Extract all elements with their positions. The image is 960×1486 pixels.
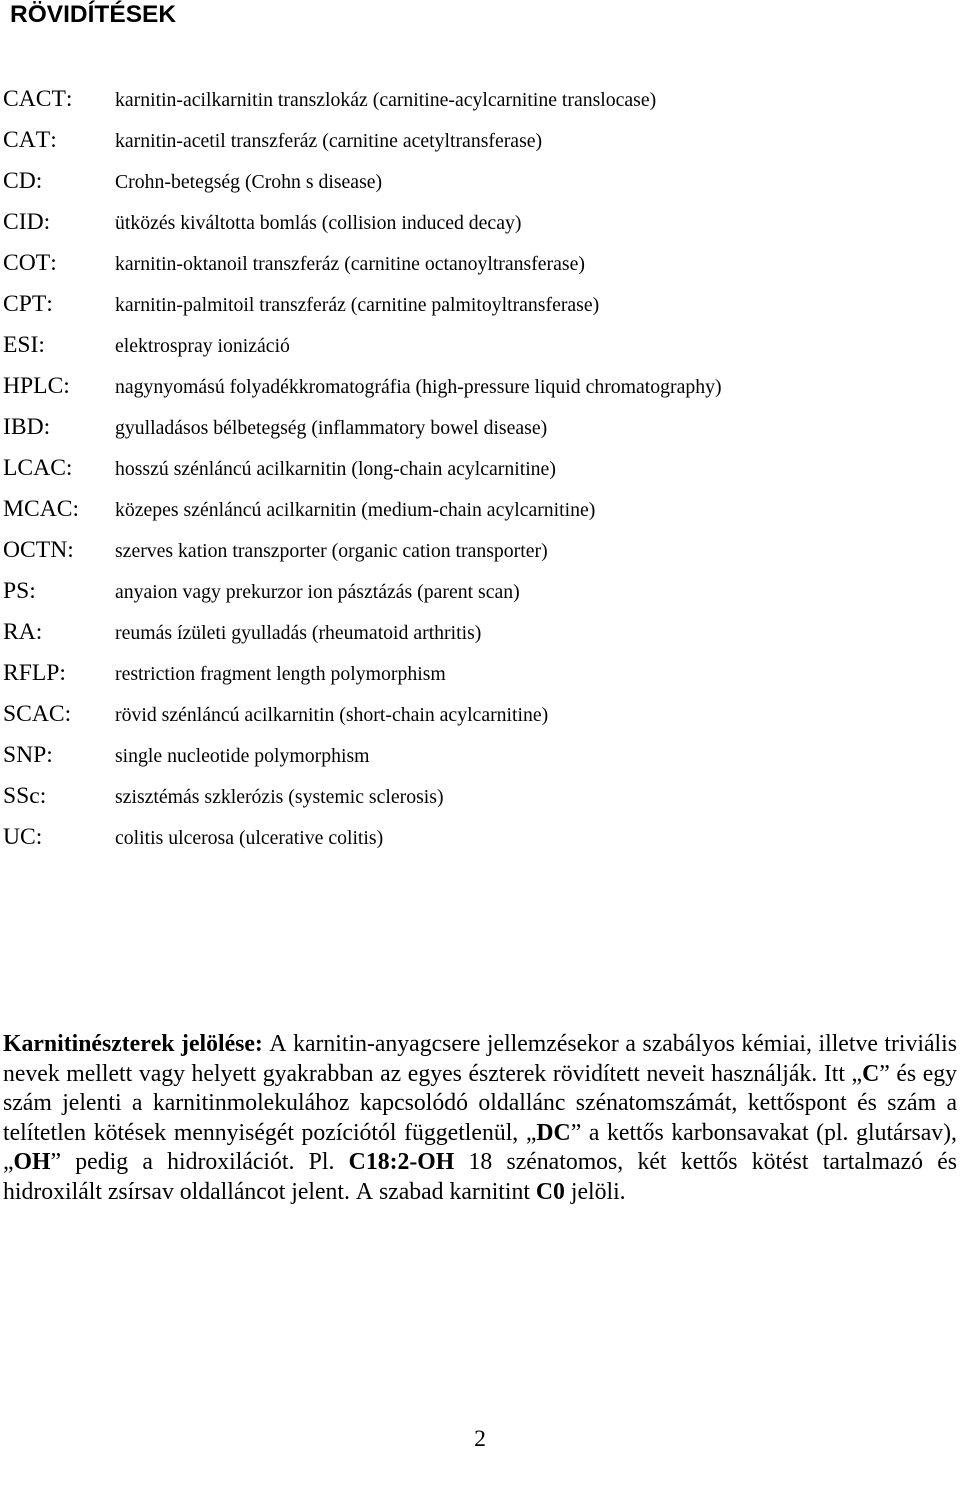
abbreviation-term: SNP: xyxy=(3,742,53,768)
abbreviation-term: CID: xyxy=(3,209,51,235)
abbreviation-term: CPT: xyxy=(3,291,53,317)
abbreviation-row xyxy=(3,571,953,612)
abbreviation-row xyxy=(3,366,953,407)
abbreviation-definition: anyaion vagy prekurzor ion pásztázás (parent scan) xyxy=(115,581,520,603)
paragraph-text-segment: ” a kettős karbonsavakat (pl. glutársav), „ xyxy=(3,1119,957,1176)
abbreviation-definition: karnitin-acilkarnitin transzlokáz (carnitine-acylcarnitine translocase) xyxy=(115,89,657,111)
abbreviation-row xyxy=(3,817,953,858)
abbreviation-row xyxy=(3,612,953,653)
abbreviation-term: OCTN: xyxy=(3,537,74,563)
page-title: RÖVIDÍTÉSEK xyxy=(10,1,177,28)
abbreviation-term: IBD: xyxy=(3,414,51,440)
notation-code: C18:2-OH xyxy=(348,1149,455,1176)
abbreviation-term: RA: xyxy=(3,619,43,645)
abbreviation-row xyxy=(3,776,953,817)
abbreviation-definition: karnitin-palmitoil transzferáz (carnitine palmitoyltransferase) xyxy=(115,294,600,316)
abbreviation-row xyxy=(3,407,953,448)
carnitine-ester-notation-paragraph xyxy=(3,1030,957,1208)
abbreviation-term: CD: xyxy=(3,168,43,194)
abbreviation-definition: közepes szénláncú acilkarnitin (medium-chain acylcarnitine) xyxy=(115,499,596,521)
abbreviation-definition: hosszú szénláncú acilkarnitin (long-chain acylcarnitine) xyxy=(115,458,556,480)
abbreviation-definition: szerves kation transzporter (organic cation transporter) xyxy=(115,540,548,562)
abbreviation-definition: nagynyomású folyadékkromatográfia (high-pressure liquid chromatography) xyxy=(115,376,722,398)
abbreviation-term: UC: xyxy=(3,824,43,850)
abbreviation-definition: reumás ízületi gyulladás (rheumatoid arthritis) xyxy=(115,622,482,644)
abbreviation-row xyxy=(3,161,953,202)
abbreviation-term: RFLP: xyxy=(3,660,66,686)
abbreviation-term: LCAC: xyxy=(3,455,73,481)
abbreviation-row xyxy=(3,653,953,694)
abbreviation-definition: restriction fragment length polymorphism xyxy=(115,663,446,685)
abbreviation-definition: rövid szénláncú acilkarnitin (short-chain acylcarnitine) xyxy=(115,704,549,726)
abbreviation-definition: elektrospray ionizáció xyxy=(115,335,290,357)
notation-code: OH xyxy=(13,1149,51,1176)
abbreviation-row xyxy=(3,284,953,325)
abbreviation-row xyxy=(3,694,953,735)
paragraph-heading: Karnitinészterek jelölése: xyxy=(3,1031,263,1057)
abbreviation-definition: Crohn-betegség (Crohn s disease) xyxy=(115,171,383,193)
abbreviation-definition: szisztémás szklerózis (systemic sclerosis) xyxy=(115,786,444,808)
notation-code: DC xyxy=(536,1119,571,1146)
abbreviation-term: SSc: xyxy=(3,783,47,809)
abbreviation-definition: karnitin-acetil transzferáz (carnitine acetyltransferase) xyxy=(115,130,543,152)
paragraph-text-segment: ” pedig a hidroxilációt. Pl. xyxy=(50,1149,349,1176)
paragraph-text-segment: 18 szénatomos, két kettős kötést tartalmazó és hidroxilált zsírsav oldalláncot jelent. A szabad karnitint xyxy=(3,1149,957,1205)
abbreviation-row xyxy=(3,489,953,530)
abbreviation-term: CAT: xyxy=(3,127,57,153)
abbreviation-term: ESI: xyxy=(3,332,45,358)
abbreviation-row xyxy=(3,325,953,366)
page-number: 2 xyxy=(474,1426,486,1452)
abbreviation-term: HPLC: xyxy=(3,373,70,399)
abbreviation-row xyxy=(3,735,953,776)
paragraph-text-segment: ” és egy szám jelenti a karnitinmolekulához kapcsolódó oldallánc szénatomszámát, kettőspont és szám a telítetlen kötések mennyiségét pozíciótól függetlenül, „ xyxy=(3,1060,957,1146)
abbreviation-row xyxy=(3,120,953,161)
abbreviation-row xyxy=(3,243,953,284)
abbreviation-term: SCAC: xyxy=(3,701,72,727)
abbreviation-row xyxy=(3,202,953,243)
abbreviation-term: PS: xyxy=(3,578,36,604)
abbreviation-row xyxy=(3,448,953,489)
abbreviation-definition: ütközés kiváltotta bomlás (collision induced decay) xyxy=(115,212,522,234)
abbreviation-list xyxy=(3,79,953,858)
abbreviation-definition: karnitin-oktanoil transzferáz (carnitine octanoyltransferase) xyxy=(115,253,585,275)
paragraph-text-segment: A karnitin-anyagcsere jellemzésekor a szabályos kémiai, illetve triviális nevek mellett vagy helyett gyakrabban az egyes észterek rövidített neveit használják. Itt „ xyxy=(3,1031,957,1087)
abbreviation-definition: gyulladásos bélbetegség (inflammatory bowel disease) xyxy=(115,417,548,439)
abbreviation-row xyxy=(3,530,953,571)
abbreviation-term: CACT: xyxy=(3,86,73,112)
notation-code: C xyxy=(862,1060,880,1087)
abbreviation-term: MCAC: xyxy=(3,496,80,522)
abbreviation-row xyxy=(3,79,953,120)
paragraph-text-segment: jelöli. xyxy=(564,1178,626,1205)
abbreviation-definition: colitis ulcerosa (ulcerative colitis) xyxy=(115,827,384,849)
abbreviation-term: COT: xyxy=(3,250,57,276)
notation-code: C0 xyxy=(535,1178,565,1205)
abbreviation-definition: single nucleotide polymorphism xyxy=(115,745,370,767)
